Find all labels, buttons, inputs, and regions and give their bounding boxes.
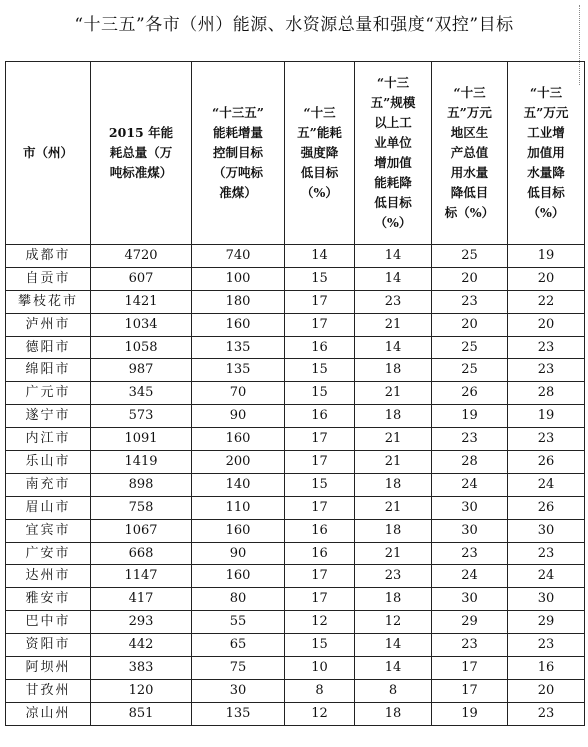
- city-cell: 眉山市: [6, 496, 91, 519]
- energy-total-cell: 851: [91, 702, 192, 725]
- energy-increment-cell: 140: [192, 473, 285, 496]
- gdp-water-cell: 20: [432, 267, 508, 290]
- energy-total-cell: 573: [91, 405, 192, 428]
- city-cell: 南充市: [6, 473, 91, 496]
- gdp-water-cell: 23: [432, 290, 508, 313]
- table-row: [6, 611, 585, 634]
- energy-total-cell: 120: [91, 679, 192, 702]
- gdp-water-cell: 24: [432, 473, 508, 496]
- gdp-water-cell: 30: [432, 496, 508, 519]
- energy-increment-cell: 110: [192, 496, 285, 519]
- energy-intensity-cell: 15: [285, 382, 355, 405]
- gdp-water-cell: 17: [432, 679, 508, 702]
- city-cell: 德阳市: [6, 336, 91, 359]
- gdp-water-cell: 20: [432, 313, 508, 336]
- city-cell: 遂宁市: [6, 405, 91, 428]
- table-row: [6, 451, 585, 474]
- table-row: [6, 588, 585, 611]
- city-cell: 宜宾市: [6, 519, 91, 542]
- header-energy-total-2015: 2015 年能 耗总量（万 吨标准煤）: [91, 62, 192, 245]
- energy-increment-cell: 100: [192, 267, 285, 290]
- energy-increment-cell: 80: [192, 588, 285, 611]
- industrial-water-cell: 20: [508, 267, 585, 290]
- city-cell: 凉山州: [6, 702, 91, 725]
- industrial-water-cell: 23: [508, 336, 585, 359]
- gdp-water-cell: 23: [432, 634, 508, 657]
- table-row: [6, 313, 585, 336]
- energy-total-cell: 1091: [91, 428, 192, 451]
- city-cell: 攀枝花市: [6, 290, 91, 313]
- city-cell: 成都市: [6, 245, 91, 268]
- energy-intensity-cell: 15: [285, 473, 355, 496]
- energy-total-cell: 1419: [91, 451, 192, 474]
- gdp-water-cell: 19: [432, 405, 508, 428]
- energy-intensity-cell: 12: [285, 702, 355, 725]
- industrial-water-cell: 23: [508, 359, 585, 382]
- city-cell: 巴中市: [6, 611, 91, 634]
- gdp-water-cell: 25: [432, 245, 508, 268]
- gdp-water-cell: 30: [432, 588, 508, 611]
- industrial-water-cell: 23: [508, 702, 585, 725]
- industrial-energy-cell: 21: [355, 382, 432, 405]
- city-cell: 泸州市: [6, 313, 91, 336]
- industrial-water-cell: 22: [508, 290, 585, 313]
- energy-total-cell: 1421: [91, 290, 192, 313]
- industrial-energy-cell: 18: [355, 702, 432, 725]
- header-row: [6, 62, 585, 245]
- city-cell: 绵阳市: [6, 359, 91, 382]
- gdp-water-cell: 29: [432, 611, 508, 634]
- industrial-energy-cell: 18: [355, 588, 432, 611]
- energy-intensity-cell: 15: [285, 359, 355, 382]
- energy-intensity-cell: 8: [285, 679, 355, 702]
- energy-increment-cell: 160: [192, 428, 285, 451]
- energy-increment-cell: 180: [192, 290, 285, 313]
- energy-increment-cell: 200: [192, 451, 285, 474]
- industrial-water-cell: 24: [508, 565, 585, 588]
- energy-increment-cell: 740: [192, 245, 285, 268]
- industrial-energy-cell: 12: [355, 611, 432, 634]
- city-cell: 自贡市: [6, 267, 91, 290]
- energy-increment-cell: 160: [192, 313, 285, 336]
- energy-intensity-cell: 17: [285, 313, 355, 336]
- table-row: [6, 245, 585, 268]
- table-row: [6, 496, 585, 519]
- energy-increment-cell: 135: [192, 702, 285, 725]
- industrial-water-cell: 29: [508, 611, 585, 634]
- industrial-water-cell: 23: [508, 428, 585, 451]
- gdp-water-cell: 26: [432, 382, 508, 405]
- energy-total-cell: 668: [91, 542, 192, 565]
- header-energy-intensity-target: “十三 五”能耗 强度降 低目标 （%）: [285, 62, 355, 245]
- industrial-energy-cell: 18: [355, 519, 432, 542]
- city-cell: 广元市: [6, 382, 91, 405]
- energy-intensity-cell: 17: [285, 428, 355, 451]
- energy-increment-cell: 135: [192, 336, 285, 359]
- energy-increment-cell: 135: [192, 359, 285, 382]
- energy-total-cell: 442: [91, 634, 192, 657]
- energy-intensity-cell: 17: [285, 565, 355, 588]
- industrial-energy-cell: 23: [355, 565, 432, 588]
- energy-increment-cell: 90: [192, 405, 285, 428]
- document-title: “十三五”各市（州）能源、水资源总量和强度“双控”目标: [74, 15, 514, 35]
- industrial-energy-cell: 21: [355, 313, 432, 336]
- energy-intensity-cell: 16: [285, 336, 355, 359]
- table-row: [6, 679, 585, 702]
- table-row: [6, 359, 585, 382]
- industrial-energy-cell: 18: [355, 473, 432, 496]
- energy-intensity-cell: 10: [285, 657, 355, 680]
- table-row: [6, 473, 585, 496]
- industrial-water-cell: 20: [508, 679, 585, 702]
- energy-intensity-cell: 15: [285, 267, 355, 290]
- table-row: [6, 565, 585, 588]
- table-row: [6, 405, 585, 428]
- energy-total-cell: 987: [91, 359, 192, 382]
- industrial-energy-cell: 18: [355, 405, 432, 428]
- table-row: [6, 290, 585, 313]
- industrial-energy-cell: 8: [355, 679, 432, 702]
- energy-intensity-cell: 17: [285, 496, 355, 519]
- industrial-water-cell: 23: [508, 542, 585, 565]
- city-cell: 内江市: [6, 428, 91, 451]
- industrial-water-cell: 23: [508, 634, 585, 657]
- gdp-water-cell: 23: [432, 542, 508, 565]
- energy-total-cell: 345: [91, 382, 192, 405]
- header-industrial-water-target: “十三 五”万元 工业增 加值用 水量降 低目标 （%）: [508, 62, 585, 245]
- industrial-water-cell: 26: [508, 451, 585, 474]
- industrial-energy-cell: 21: [355, 451, 432, 474]
- industrial-water-cell: 24: [508, 473, 585, 496]
- industrial-water-cell: 19: [508, 405, 585, 428]
- header-industrial-energy-target: “十三 五”规模 以上工 业单位 增加值 能耗降 低目标 （%）: [355, 62, 432, 245]
- energy-total-cell: 898: [91, 473, 192, 496]
- energy-increment-cell: 75: [192, 657, 285, 680]
- city-cell: 达州市: [6, 565, 91, 588]
- table-row: [6, 634, 585, 657]
- energy-total-cell: 1058: [91, 336, 192, 359]
- industrial-energy-cell: 14: [355, 634, 432, 657]
- table-row: [6, 657, 585, 680]
- energy-intensity-cell: 15: [285, 634, 355, 657]
- city-cell: 阿坝州: [6, 657, 91, 680]
- gdp-water-cell: 24: [432, 565, 508, 588]
- energy-intensity-cell: 17: [285, 451, 355, 474]
- energy-increment-cell: 70: [192, 382, 285, 405]
- gdp-water-cell: 23: [432, 428, 508, 451]
- energy-increment-cell: 90: [192, 542, 285, 565]
- energy-increment-cell: 55: [192, 611, 285, 634]
- energy-total-cell: 758: [91, 496, 192, 519]
- table-row: [6, 542, 585, 565]
- table-row: [6, 382, 585, 405]
- energy-total-cell: 1147: [91, 565, 192, 588]
- gdp-water-cell: 30: [432, 519, 508, 542]
- city-cell: 甘孜州: [6, 679, 91, 702]
- table-row: [6, 428, 585, 451]
- energy-total-cell: 4720: [91, 245, 192, 268]
- industrial-energy-cell: 14: [355, 267, 432, 290]
- city-cell: 广安市: [6, 542, 91, 565]
- energy-increment-cell: 30: [192, 679, 285, 702]
- header-energy-increment-target: “十三五” 能耗增量 控制目标 （万吨标 准煤）: [192, 62, 285, 245]
- energy-intensity-cell: 16: [285, 519, 355, 542]
- industrial-water-cell: 19: [508, 245, 585, 268]
- table-row: [6, 519, 585, 542]
- energy-intensity-cell: 17: [285, 290, 355, 313]
- energy-intensity-cell: 14: [285, 245, 355, 268]
- table-row: [6, 336, 585, 359]
- industrial-energy-cell: 21: [355, 428, 432, 451]
- energy-total-cell: 607: [91, 267, 192, 290]
- energy-total-cell: 383: [91, 657, 192, 680]
- city-cell: 资阳市: [6, 634, 91, 657]
- energy-total-cell: 1034: [91, 313, 192, 336]
- table-body: [6, 245, 585, 726]
- gdp-water-cell: 28: [432, 451, 508, 474]
- energy-intensity-cell: 12: [285, 611, 355, 634]
- industrial-energy-cell: 23: [355, 290, 432, 313]
- industrial-water-cell: 30: [508, 588, 585, 611]
- energy-total-cell: 417: [91, 588, 192, 611]
- energy-increment-cell: 160: [192, 519, 285, 542]
- industrial-water-cell: 20: [508, 313, 585, 336]
- energy-increment-cell: 65: [192, 634, 285, 657]
- header-gdp-water-target: “十三 五”万元 地区生 产总值 用水量 降低目 标（%）: [432, 62, 508, 245]
- industrial-water-cell: 30: [508, 519, 585, 542]
- industrial-water-cell: 28: [508, 382, 585, 405]
- header-city: 市（州）: [6, 62, 91, 245]
- energy-total-cell: 293: [91, 611, 192, 634]
- gdp-water-cell: 19: [432, 702, 508, 725]
- industrial-energy-cell: 14: [355, 657, 432, 680]
- city-cell: 乐山市: [6, 451, 91, 474]
- energy-total-cell: 1067: [91, 519, 192, 542]
- industrial-water-cell: 26: [508, 496, 585, 519]
- energy-intensity-cell: 16: [285, 405, 355, 428]
- industrial-energy-cell: 14: [355, 245, 432, 268]
- energy-increment-cell: 160: [192, 565, 285, 588]
- industrial-energy-cell: 18: [355, 359, 432, 382]
- gdp-water-cell: 25: [432, 359, 508, 382]
- industrial-water-cell: 16: [508, 657, 585, 680]
- industrial-energy-cell: 21: [355, 496, 432, 519]
- gdp-water-cell: 25: [432, 336, 508, 359]
- table-row: [6, 267, 585, 290]
- energy-intensity-cell: 17: [285, 588, 355, 611]
- gdp-water-cell: 17: [432, 657, 508, 680]
- city-cell: 雅安市: [6, 588, 91, 611]
- industrial-energy-cell: 14: [355, 336, 432, 359]
- industrial-energy-cell: 21: [355, 542, 432, 565]
- table-row: [6, 702, 585, 725]
- table-header: [6, 62, 585, 245]
- targets-table: [5, 61, 585, 726]
- energy-intensity-cell: 16: [285, 542, 355, 565]
